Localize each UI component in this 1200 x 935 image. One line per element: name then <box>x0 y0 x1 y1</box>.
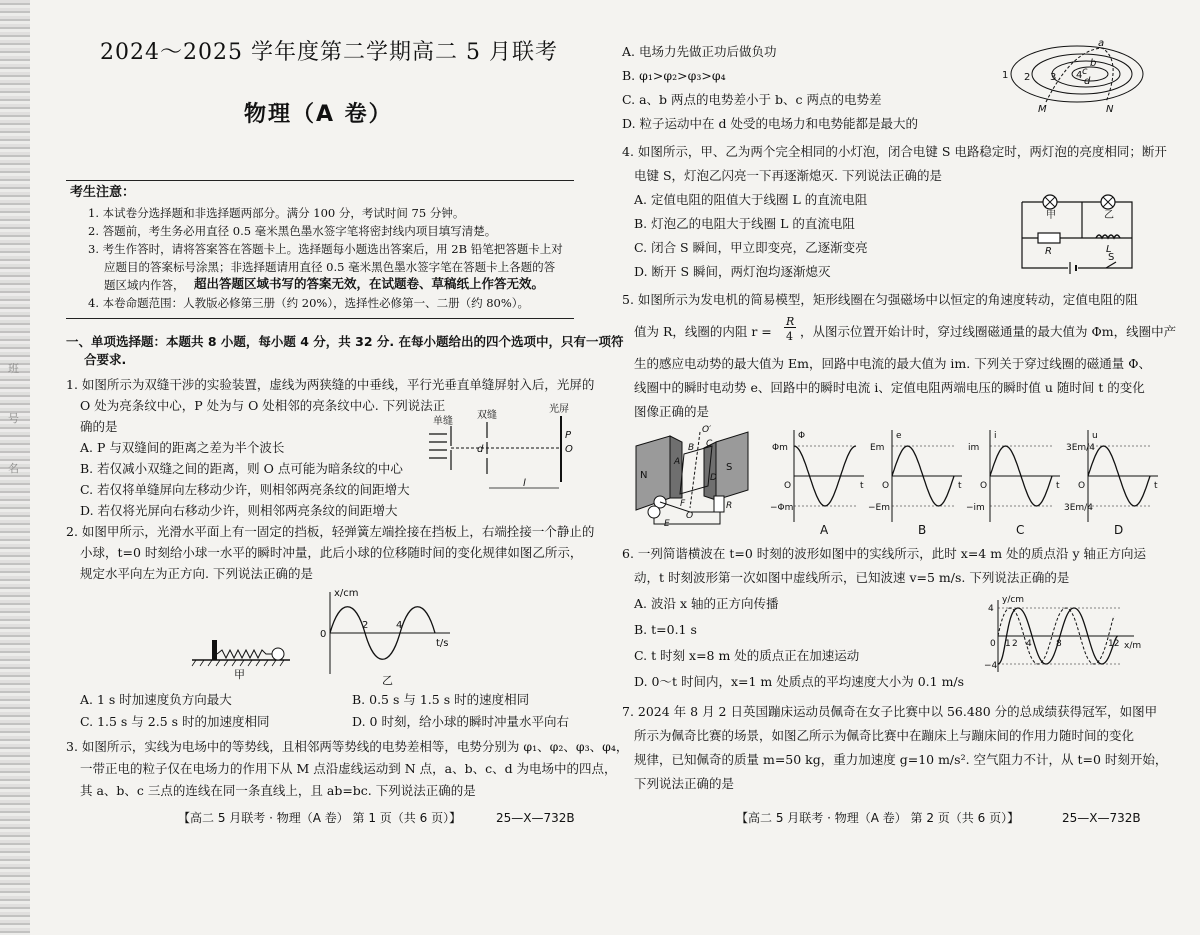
graph-option-c <box>966 430 1060 537</box>
label-r: R <box>726 501 733 511</box>
axis-origin: 0 <box>320 629 327 640</box>
tick-x2: 2 <box>1012 639 1018 649</box>
label-2: 2 <box>1024 72 1031 83</box>
tick-x8: 8 <box>1056 639 1062 649</box>
graph-bottom-label: −Φm <box>770 503 794 513</box>
label-p: P <box>565 430 572 441</box>
label-d: D <box>710 473 717 483</box>
question-text: 电键 S，灯泡乙闪亮一下再逐渐熄灭. 下列说法正确的是 <box>634 168 942 183</box>
displacement-time-graph <box>320 588 470 687</box>
axis-x-unit: x/m <box>1124 641 1142 651</box>
graph-bottom-label: −Em <box>868 503 890 513</box>
tick-x4: 4 <box>1026 639 1032 649</box>
option-a: A. 定值电阻的阻值大于线圈 L 的直流电阻 <box>634 192 868 207</box>
option-c: C. 1.5 s 与 2.5 s 时的加速度相同 <box>80 714 270 729</box>
tick-y4: 4 <box>988 604 994 614</box>
graph-letter: D <box>1114 523 1124 537</box>
equipotential-diagram <box>1002 38 1152 115</box>
option-b: B. t=0.1 s <box>634 622 697 637</box>
label-o-prime: O′ <box>702 425 712 435</box>
option-b: B. φ₁>φ₂>φ₃>φ₄ <box>622 68 726 83</box>
option-a: A. 电场力先做正功后做负功 <box>622 44 777 59</box>
graph-letter: A <box>820 523 829 537</box>
margin-mark: 名 <box>8 462 19 475</box>
option-b: B. 若仅减小双缝之间的距离，则 O 点可能为暗条纹的中心 <box>80 461 403 476</box>
label-n: N <box>1106 104 1114 115</box>
question-text: 动，t 时刻波形第一次如图中虚线所示，已知波速 v=5 m/s. 下列说法正确的是 <box>634 570 1070 585</box>
notice-line: 应题目的答案标号涂黑；非选择题请用直径 0.5 毫米黑色墨水签字笔在答题卡上各题的答 <box>104 260 556 274</box>
label-jia: 甲 <box>234 668 245 681</box>
option-c: C. t 时刻 x=8 m 处的质点正在加速运动 <box>634 648 860 663</box>
graph-option-d <box>1064 430 1158 537</box>
graph-bottom-label: −im <box>966 503 985 513</box>
notice-heading: 考生注意： <box>70 185 136 200</box>
label-4: 4 <box>1076 70 1083 81</box>
question-text: 规律，已知佩奇的质量 m=50 kg，重力加速度 g=10 m/s². 空气阻力不计，从 t=0 时刻开始， <box>634 752 1168 767</box>
question-text: 2. 如图甲所示，光滑水平面上有一固定的挡板，轻弹簧左端拴接在挡板上，右端拴接一个静止的 <box>66 524 595 539</box>
tick-yneg4: −4 <box>984 661 998 671</box>
question-text: 所示为佩奇比赛的场景，如图乙所示为佩奇比赛中在蹦床上与蹦床间的作用力随时间的变化 <box>634 728 1135 743</box>
option-a: A. P 与双缝间的距离之差为半个波长 <box>80 440 285 455</box>
question-text: 5. 如图所示为发电机的简易模型，矩形线圈在匀强磁场中以恒定的角速度转动，定值电阻的阻 <box>622 292 1138 307</box>
notice-line: 2. 答题前，考生务必用直径 0.5 毫米黑色墨水签字笔将密封线内项目填写清楚。 <box>88 224 497 238</box>
label-jia: 甲 <box>1046 210 1056 221</box>
circuit-diagram <box>1012 188 1142 278</box>
graph-origin-label: O <box>784 481 792 491</box>
question-text: 下列说法正确的是 <box>634 776 735 791</box>
graph-origin-label: O <box>882 481 890 491</box>
binding-margin <box>0 0 30 935</box>
label-l: l <box>523 478 526 489</box>
graph-top-label: Em <box>870 443 885 453</box>
question-text: 7. 2024 年 8 月 2 日英国蹦床运动员佩奇在女子比赛中以 56.480 分的总成绩获得冠军，如图甲 <box>622 704 1158 719</box>
graph-option-a <box>770 430 864 537</box>
graph-bottom-label: 3Em/4 <box>1064 503 1093 513</box>
label-o: O <box>686 511 694 521</box>
label-o: O <box>565 444 573 455</box>
question-text: 其 a、b、c 三点的连线在同一条直线上，且 ab=bc. 下列说法正确的是 <box>80 783 476 798</box>
axis-x-unit: x/cm <box>334 588 359 599</box>
option-c: C. 闭合 S 瞬间，甲立即变亮，乙逐渐变亮 <box>634 240 868 255</box>
notice-bold: 超出答题区域书写的答案无效，在试题卷、草稿纸上作答无效。 <box>194 276 545 291</box>
margin-mark: 班 <box>8 362 19 375</box>
tick-x1: 1 <box>1005 639 1011 649</box>
graph-t-label: t <box>1056 481 1060 491</box>
label-m: M <box>1038 104 1047 115</box>
q5-graph-options <box>770 428 1170 538</box>
exam-page-2 <box>600 0 1200 935</box>
notice-line: 1. 本试卷分选择题和非选择题两部分。满分 100 分，考试时间 75 分钟。 <box>88 206 465 220</box>
margin-mark: 号 <box>8 412 19 425</box>
graph-origin-label: O <box>980 481 988 491</box>
label-b: b <box>1090 58 1097 69</box>
label-d: d <box>1084 76 1091 87</box>
graph-t-label: t <box>860 481 864 491</box>
question-text: 生的感应电动势的最大值为 Em，回路中电流的最大值为 im. 下列关于穿过线圈的磁通量 Φ、 <box>634 356 1151 371</box>
exam-title: 2024～2025 学年度第二学期高二 5 月联考 <box>100 40 558 65</box>
question-text: 3. 如图所示，实线为电场中的等势线，且相邻两等势线的电势差相等，电势分别为 φ₁、φ₂、φ₃、φ₄， <box>66 739 629 754</box>
question-text: ，从图示位置开始计时，穿过线圈磁通量的最大值为 Φm，线圈中产 <box>800 324 1177 339</box>
wave-graph <box>984 596 1144 676</box>
graph-letter: C <box>1016 523 1025 537</box>
option-a: A. 1 s 时加速度负方向最大 <box>80 692 232 707</box>
graph-option-b <box>868 430 962 537</box>
graph-y-axis-label: e <box>896 431 902 441</box>
label-double-slit: 双缝 <box>477 410 497 421</box>
graph-top-label: 3Em/4 <box>1066 443 1095 453</box>
label-n: N <box>640 470 648 481</box>
notice-line: 题区域内作答， <box>104 278 185 292</box>
graph-origin-label: O <box>1078 481 1086 491</box>
fraction-numerator: R <box>786 315 795 328</box>
question-text: 值为 R，线圈的内阻 r = <box>634 324 772 339</box>
double-slit-diagram <box>425 404 575 498</box>
label-c: c <box>1082 66 1088 77</box>
question-text: O 处为亮条纹中心，P 处为与 O 处相邻的亮条纹中心. 下列说法正 <box>80 398 446 413</box>
label-screen: 光屏 <box>549 404 569 415</box>
divider <box>66 180 574 181</box>
option-d: D. 0 时刻，给小球的瞬时冲量水平向右 <box>352 714 569 729</box>
generator-diagram <box>630 425 760 529</box>
graph-y-axis-label: i <box>994 431 997 441</box>
label-yi: 乙 <box>1104 210 1114 221</box>
graph-top-label: Φm <box>772 443 788 453</box>
label-yi: 乙 <box>382 674 393 687</box>
question-text: 1. 如图所示为双缝干涉的实验装置，虚线为两狭缝的中垂线，平行光垂直单缝屏射入后，光屏的 <box>66 377 595 392</box>
notice-line: 4. 本卷命题范围：人教版必修第三册（约 20%），选择性必修第一、二册（约 80%）。 <box>88 296 530 310</box>
question-text: 4. 如图所示，甲、乙为两个完全相同的小灯泡，闭合电键 S 电路稳定时，两灯泡的亮度相同；断开 <box>622 144 1167 159</box>
page-footer: 【高二 5 月联考 · 物理（A 卷） 第 2 页（共 6 页）】 <box>736 811 1020 825</box>
graph-top-label: im <box>968 443 980 453</box>
label-r: R <box>1045 246 1052 257</box>
question-text: 确的是 <box>80 419 118 434</box>
tick-origin: 0 <box>990 639 996 649</box>
notice-line: 3. 考生作答时，请将答案答在答题卡上。选择题每小题选出答案后，用 2B 铅笔把答题卡上对 <box>88 242 563 256</box>
question-text: 线圈中的瞬时电动势 e、回路中的瞬时电流 i、定值电阻两端电压的瞬时值 u 随时间 t 的变化 <box>634 380 1145 395</box>
tick-x12: 12 <box>1108 639 1120 649</box>
label-l: L <box>1106 244 1112 255</box>
option-d: D. 粒子运动中在 d 处受的电场力和电势能都是最大的 <box>622 116 918 131</box>
graph-t-label: t <box>1154 481 1158 491</box>
label-s: S <box>1108 252 1115 263</box>
exam-subtitle: 物理（A 卷） <box>244 102 393 127</box>
option-d: D. 断开 S 瞬间，两灯泡均逐渐熄灭 <box>634 264 831 279</box>
option-a: A. 波沿 x 轴的正方向传播 <box>634 596 779 611</box>
page-footer: 【高二 5 月联考 · 物理（A 卷） 第 1 页（共 6 页）】 <box>178 811 462 825</box>
option-c: C. a、b 两点的电势差小于 b、c 两点的电势差 <box>622 92 882 107</box>
graph-t-label: t <box>958 481 962 491</box>
spring-ball-diagram <box>190 630 300 680</box>
option-b: B. 灯泡乙的电阻大于线圈 L 的直流电阻 <box>634 216 855 231</box>
tick-4: 4 <box>396 620 403 631</box>
label-1: 1 <box>1002 70 1009 81</box>
graph-y-axis-label: u <box>1092 431 1098 441</box>
option-c: C. 若仅将单缝屏向左移动少许，则相邻两亮条纹的间距增大 <box>80 482 410 497</box>
question-text: 规定水平向左为正方向. 下列说法正确的是 <box>80 566 313 581</box>
label-d: d <box>477 444 484 455</box>
label-b: B <box>688 443 695 453</box>
label-e: E <box>664 519 670 529</box>
label-f: F <box>680 499 686 509</box>
option-d: D. 若仅将光屏向右移动少许，则相邻两亮条纹的间距增大 <box>80 503 398 518</box>
option-d: D. 0～t 时间内，x=1 m 处质点的平均速度大小为 0.1 m/s <box>634 674 965 689</box>
question-text: 6. 一列简谐横波在 t=0 时刻的波形如图中的实线所示，此时 x=4 m 处的质点沿 y 轴正方向运 <box>622 546 1147 561</box>
axis-y-unit: y/cm <box>1002 595 1025 605</box>
question-text: 图像正确的是 <box>634 404 710 419</box>
label-3: 3 <box>1050 72 1057 83</box>
label-c: C <box>706 439 713 449</box>
label-a: A <box>674 457 681 467</box>
label-single-slit: 单缝 <box>433 416 453 427</box>
label-s: S <box>726 462 733 473</box>
option-b: B. 0.5 s 与 1.5 s 时的速度相同 <box>352 692 530 707</box>
question-text: 一带正电的粒子仅在电场力的作用下从 M 点沿虚线运动到 N 点，a、b、c、d 为电场中的四点， <box>80 761 617 776</box>
tick-2: 2 <box>362 620 369 631</box>
label-a: a <box>1098 38 1105 49</box>
section-heading: 一、单项选择题：本题共 8 小题，每小题 4 分，共 32 分. 在每小题给出的四个选项中，只有一项符 <box>66 334 624 349</box>
axis-t-unit: t/s <box>436 638 449 649</box>
graph-letter: B <box>918 523 927 537</box>
question-text: 小球，t=0 时刻给小球一水平的瞬时冲量，此后小球的位移随时间的变化规律如图乙所示， <box>80 545 583 560</box>
divider <box>66 318 574 319</box>
page-code: 25—X—732B <box>1062 811 1141 825</box>
fraction-denominator: 4 <box>786 330 793 343</box>
graph-y-axis-label: Φ <box>798 431 806 441</box>
section-heading: 合要求. <box>84 352 127 367</box>
page-code: 25—X—732B <box>496 811 575 825</box>
